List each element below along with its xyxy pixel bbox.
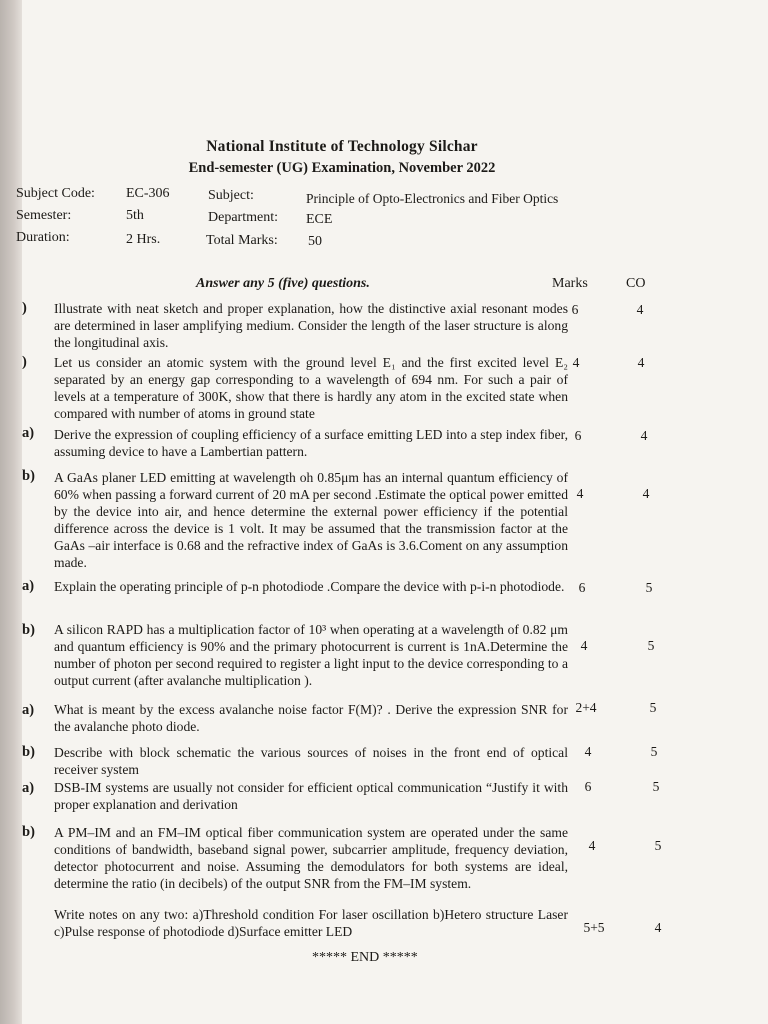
- question-marks: 6: [571, 302, 579, 317]
- question-co: 5: [654, 838, 662, 853]
- question-marks: 6: [578, 580, 586, 595]
- question-marks: 4: [584, 744, 592, 759]
- question-co: 5: [650, 744, 658, 759]
- department-value: ECE: [306, 212, 333, 227]
- question-number: b): [22, 744, 35, 760]
- department-label: Department:: [208, 210, 278, 225]
- subject-label: Subject:: [208, 188, 254, 203]
- question-co: 5: [647, 638, 655, 653]
- question-number: b): [22, 468, 35, 484]
- question-text: What is meant by the excess avalanche noise factor F(M)? . Derive the expression SNR for the avalanche photo diode.: [54, 702, 568, 734]
- question-co: 5: [645, 580, 653, 595]
- question-marks: 4: [588, 838, 596, 853]
- co-column-header: CO: [626, 276, 646, 291]
- question-marks: 6: [584, 779, 592, 794]
- exam-paper: [16, 0, 768, 1024]
- question-number: a): [22, 702, 35, 718]
- question-marks: 4: [576, 486, 584, 501]
- question-text: A GaAs planer LED emitting at wavelength oh 0.85μm has an internal quantum efficiency of 60% when passing a forward current of 20 mA per second .Estimate the optical power emitted by the device into air, and hence determine the external power efficiency if the potential difference across the device is 1 volt. It may be assumed that the transmission factor at the GaAs –air interface is 0.68 and the refractive index of GaAs is 3.6.Coment on any assumption made.: [54, 470, 568, 570]
- question-co: 4: [642, 486, 650, 501]
- question-text: Explain the operating principle of p-n photodiode .Compare the device with p-i-n photodiode.: [54, 579, 565, 594]
- question-co: 4: [654, 920, 662, 935]
- question-text: A PM–IM and an FM–IM optical fiber communication system are operated under the same conditions of bandwidth, baseband signal power, subcarrier amplitude, frequency deviation, detector photocurrent and noise. Assuming the demodulators for both systems are ideal, determine the ratio (in decibels) of the output SNR from the FM–IM system.: [54, 825, 568, 891]
- question-text: Illustrate with neat sketch and proper explanation, how the distinctive axial resonant modes are determined in laser amplifying medium. Consider the length of the laser structure is along the longitudinal axis.: [54, 301, 568, 350]
- duration-label: Duration:: [16, 230, 70, 245]
- question-number: a): [22, 425, 35, 441]
- semester-value: 5th: [126, 208, 144, 223]
- scan-edge-shadow: [0, 0, 22, 1024]
- question-number: b): [22, 824, 35, 840]
- end-marker: ***** END *****: [312, 950, 418, 965]
- duration-value: 2 Hrs.: [126, 232, 161, 247]
- semester-label: Semester:: [16, 208, 72, 223]
- question-marks: 4: [580, 638, 588, 653]
- question-co: 4: [636, 302, 644, 317]
- subject-code-label: Subject Code:: [16, 186, 95, 201]
- total-marks-value: 50: [308, 234, 322, 249]
- question-text: Write notes on any two: a)Threshold condition For laser oscillation b)Hetero structure Laser c)Pulse response of photodiode d)Surface emitter LED: [54, 907, 568, 939]
- question-co: 5: [652, 779, 660, 794]
- question-number: b): [22, 622, 35, 638]
- question-marks: 5+5: [583, 920, 605, 935]
- question-marks: 2+4: [575, 700, 597, 715]
- question-co: 5: [649, 700, 657, 715]
- question-number: a): [22, 780, 35, 796]
- subject-code-value: EC-306: [126, 186, 170, 201]
- question-text: DSB-IM systems are usually not consider for efficient optical communication “Justify it with proper explanation and derivation: [54, 780, 568, 812]
- instruction: Answer any 5 (five) questions.: [196, 276, 370, 291]
- question-text: Let us consider an atomic system with the ground level E₁ and the first excited level E₂ separated by an energy gap corresponding to a wavelength of 694 nm. For such a pair of levels at a temperature of 300K, show that there is hardly any atom in the excited state when compared with number of atoms in ground state: [54, 355, 568, 421]
- question-number: ): [22, 300, 27, 316]
- question-marks: 6: [574, 428, 582, 443]
- subject-value: Principle of Opto-Electronics and Fiber Optics: [306, 191, 559, 206]
- question-marks: 4: [572, 355, 580, 370]
- question-text: A silicon RAPD has a multiplication factor of 10³ when operating at a wavelength of 0.82 μm and quantum efficiency is 90% and the primary photocurrent is current is 1nA.Determine the number of photon per second required to register a light input to the device corresponding to a output current (after avalanche multiplication ).: [54, 622, 568, 688]
- exam-title: End-semester (UG) Examination, November 2022: [188, 160, 496, 176]
- institute-title: National Institute of Technology Silchar: [206, 138, 478, 155]
- question-co: 4: [640, 428, 648, 443]
- question-number: ): [22, 354, 27, 370]
- total-marks-label: Total Marks:: [206, 233, 278, 248]
- question-co: 4: [637, 355, 645, 370]
- question-number: a): [22, 578, 35, 594]
- question-text: Describe with block schematic the various sources of noises in the front end of optical receiver system: [54, 745, 568, 777]
- marks-column-header: Marks: [552, 276, 588, 291]
- question-text: Derive the expression of coupling efficiency of a surface emitting LED into a step index fiber, assuming device to have a Lambertian pattern.: [54, 427, 568, 459]
